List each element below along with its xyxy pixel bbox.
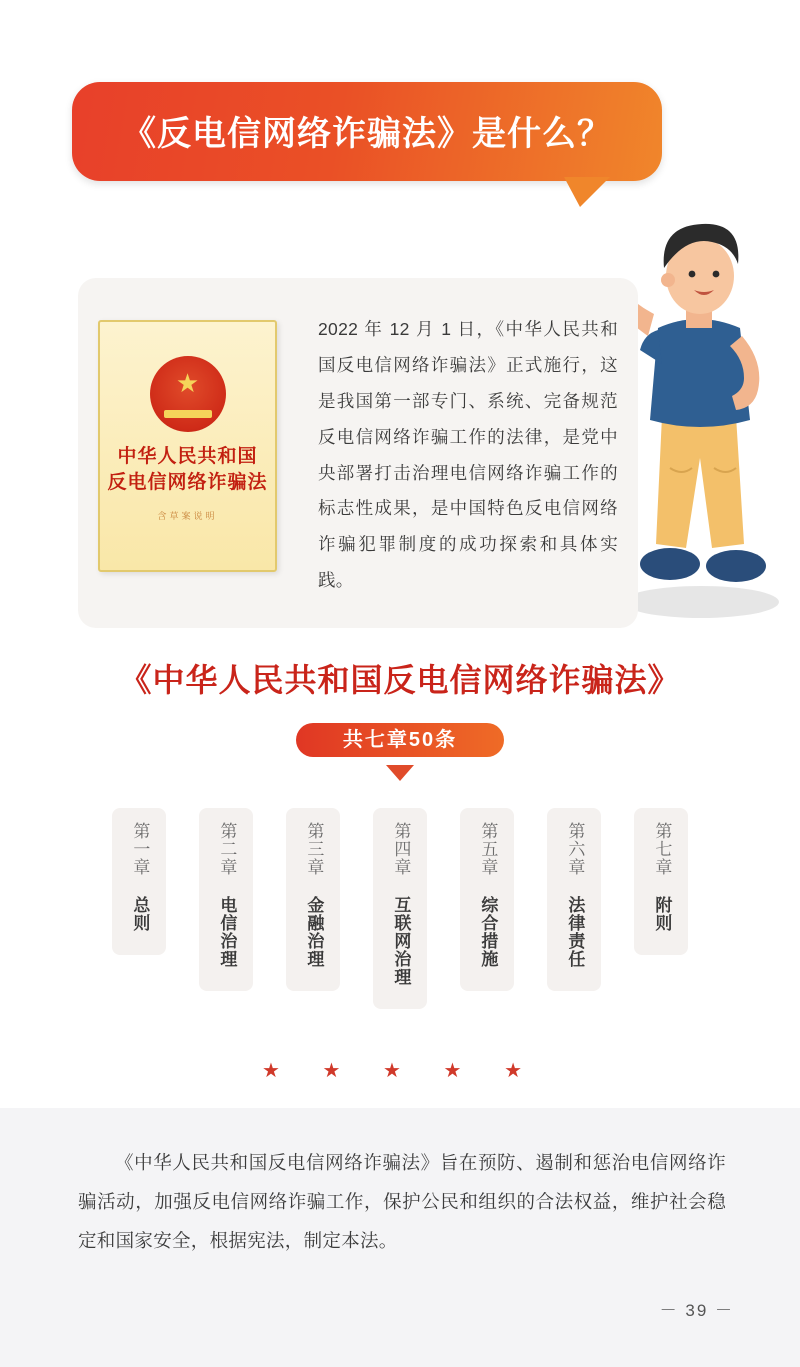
header-speech-bubble	[72, 82, 662, 181]
chapter-name: 总则	[130, 895, 150, 932]
page-title: 《反电信网络诈骗法》是什么？	[122, 114, 612, 154]
chapter-number: 第二章	[217, 822, 237, 876]
footer-paragraph: 《中华人民共和国反电信网络诈骗法》旨在预防、遏制和惩治电信网络诈骗活动，加强反电信网络诈骗工作，保护公民和组织的合法权益，维护社会稳定和国家安全，根据宪法，制定本法。	[78, 1152, 726, 1251]
chapter-name: 互联网治理	[391, 895, 411, 986]
chapter-number: 第五章	[478, 822, 498, 876]
book-title-line2: 反电信网络诈骗法	[107, 470, 268, 493]
intro-card	[78, 278, 638, 628]
bubble-body	[72, 82, 662, 181]
chapter-name: 附则	[652, 895, 672, 932]
chapter-number: 第七章	[652, 822, 672, 876]
law-title: 《中华人民共和国反电信网络诈骗法》	[119, 661, 681, 699]
chapter-number: 第四章	[391, 822, 411, 876]
chapter-item-3	[286, 808, 340, 991]
chapter-number: 第六章	[565, 822, 585, 876]
arrow-down-icon	[386, 765, 414, 781]
star-icon: ★	[322, 1060, 341, 1082]
book-subtitle: 含草案说明	[157, 511, 218, 522]
chapter-list	[112, 808, 688, 1009]
book-cover-image	[98, 320, 277, 572]
star-icon: ★	[383, 1060, 401, 1082]
chapter-number: 第一章	[130, 822, 150, 876]
chapter-name: 电信治理	[217, 895, 237, 968]
page-number: － 39 －	[659, 1301, 734, 1320]
intro-paragraph: 2022 年 12 月 1 日，《中华人民共和国反电信网络诈骗法》正式施行，这是我国第一部专门、系统、完备规范反电信网络诈骗工作的法律，是党中央部署打击治理电信网络诈骗工作的标志性成果，是中国特色反电信网络诈骗犯罪制度的成功探索和具体实践。	[318, 319, 618, 591]
chapter-number: 第三章	[304, 822, 324, 876]
chapter-count-badge: 共七章50条	[296, 723, 504, 757]
chapter-name: 法律责任	[565, 895, 585, 968]
chapter-name: 综合措施	[478, 895, 498, 968]
chapter-item-2	[199, 808, 253, 991]
book-title-line1: 中华人民共和国	[117, 445, 258, 467]
star-icon: ★	[443, 1060, 462, 1082]
footer-panel	[0, 1108, 800, 1367]
star-icon: ★	[504, 1060, 522, 1082]
chapter-item-4	[373, 808, 427, 1009]
chapter-name: 金融治理	[304, 895, 324, 968]
star-divider	[262, 1058, 522, 1083]
chapter-item-1	[112, 808, 166, 955]
chapter-item-5	[460, 808, 514, 991]
national-emblem-icon	[150, 356, 226, 432]
star-icon: ★	[262, 1060, 280, 1082]
chapter-item-7	[634, 808, 688, 955]
chapter-item-6	[547, 808, 601, 991]
